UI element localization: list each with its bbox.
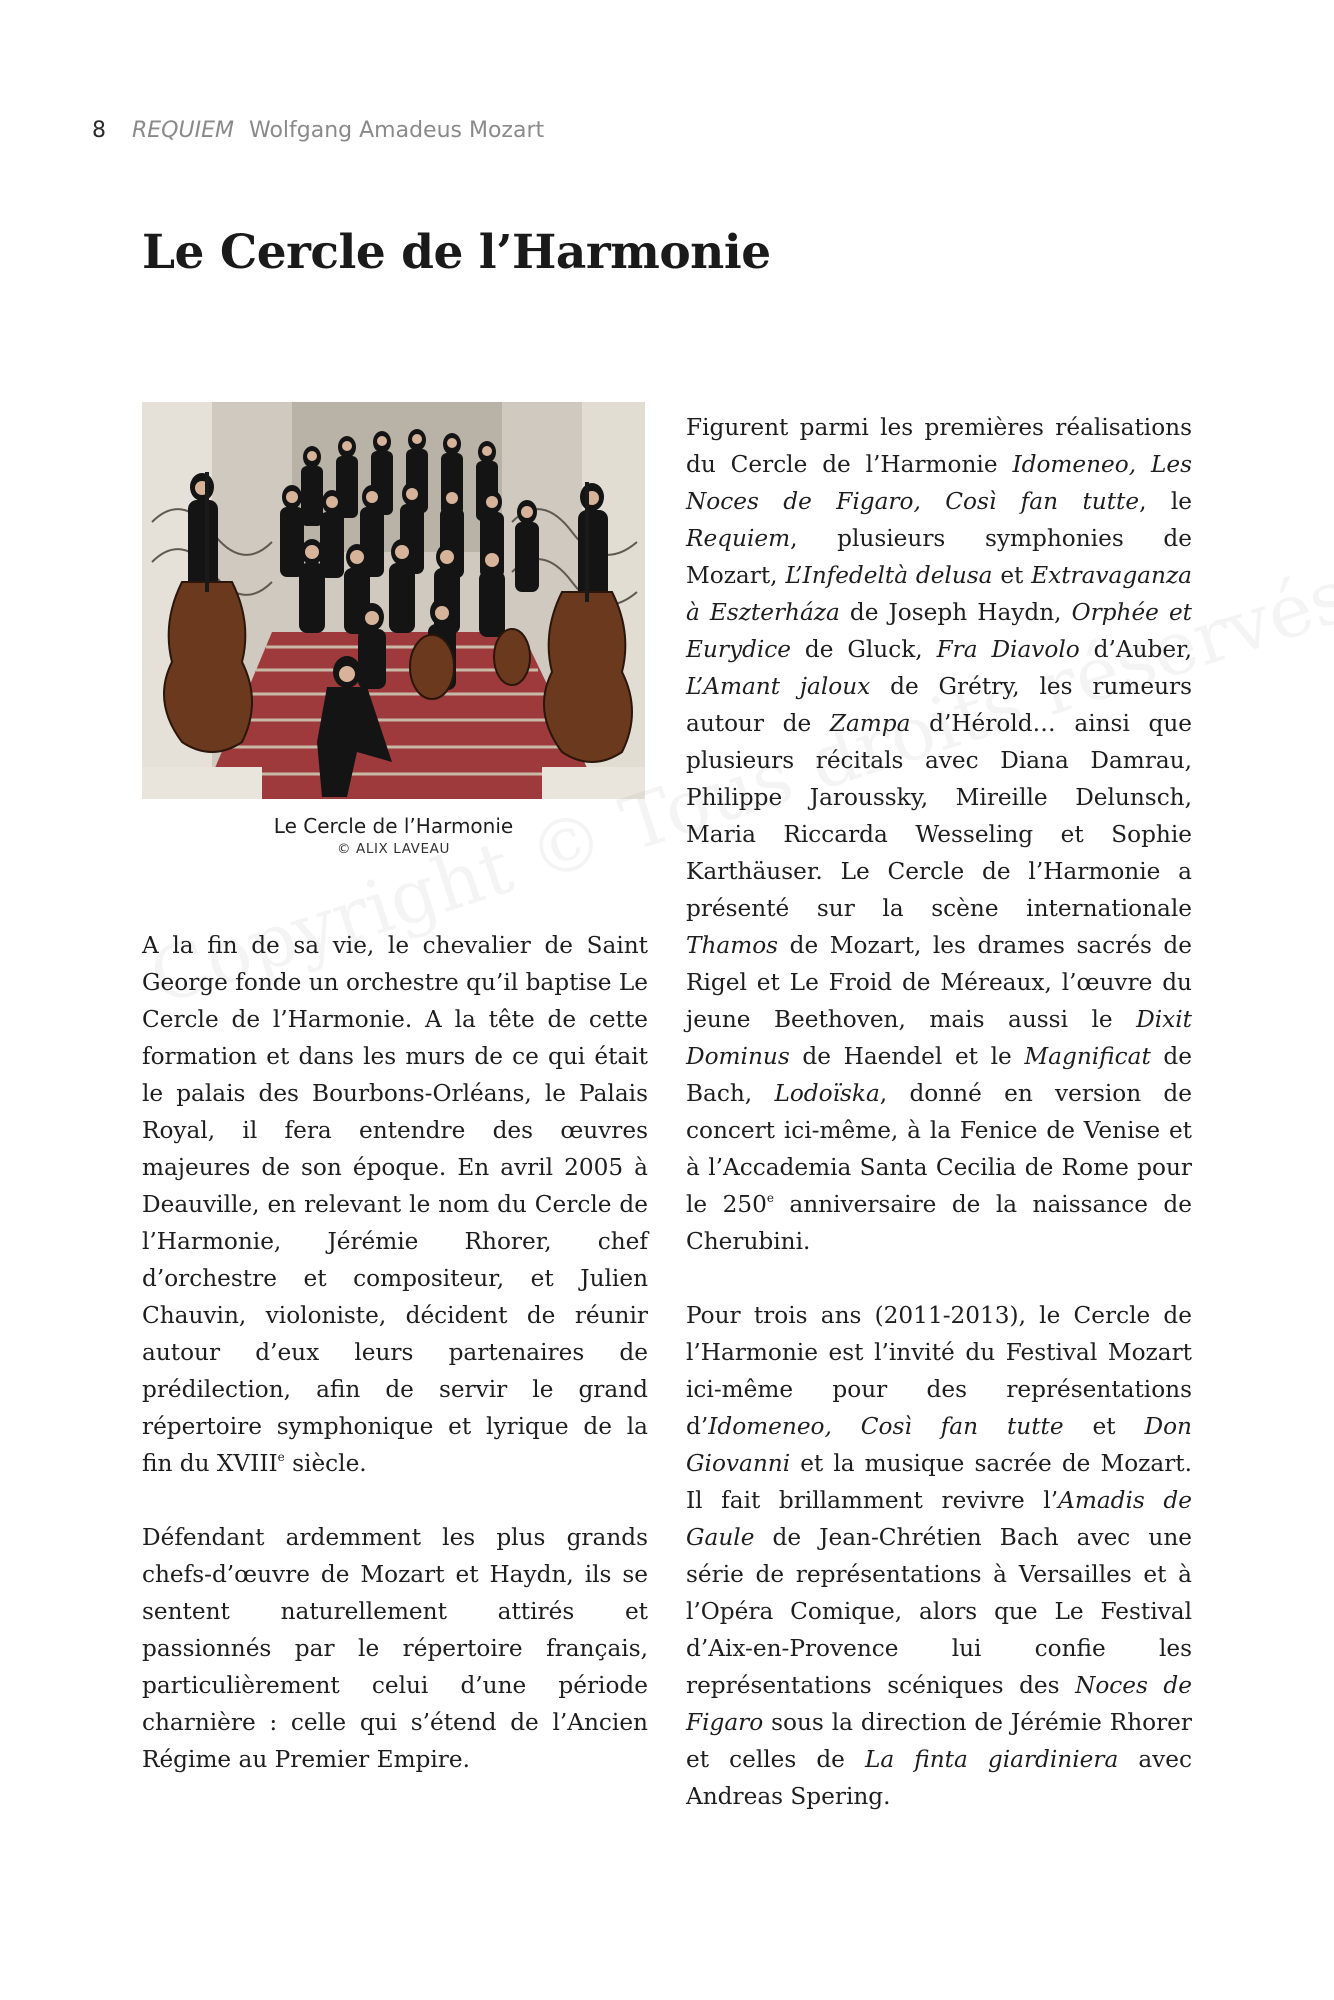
photo-caption [142,813,645,859]
italic-title: Zampa [829,710,911,737]
paragraph-text: et [992,562,1032,589]
paragraph-text: et [1063,1413,1145,1440]
paragraph-text: de Joseph Haydn, [839,599,1072,626]
italic-title: Dixit Dominus [686,1006,1192,1070]
paragraph-festival [686,1297,1192,1815]
italic-title: Idomeneo, Così fan tutte [708,1413,1064,1440]
paragraph-text: de Jean-Chrétien Bach avec une série de représentations à Versailles et à l’Opéra Comique, alors que Le Festival d’Aix-en-Provence lui confie les représentations scéniques des [686,1524,1192,1699]
paragraph-text: d’Auber, [1079,636,1192,663]
paragraph-text: sous la direction de Jérémie Rhorer et celles de [686,1709,1192,1773]
italic-title: L’Infedeltà delusa [785,562,993,589]
paragraph-text: de Mozart, les drames sacrés de Rigel et Le Froid de Méreaux, l’œuvre du jeune Beethoven, mais aussi le [686,932,1192,1033]
running-head [92,118,544,143]
italic-title: Lodoïska [774,1080,880,1107]
right-column [686,409,1192,1852]
paragraph-text: de Grétry, les rumeurs autour de [686,673,1192,737]
paragraph-text: Pour trois ans (2011-2013), le Cercle de l’Harmonie est l’invité du Festival Mozart ici-même pour des représentations d’ [686,1302,1192,1440]
italic-title: Amadis de Gaule [686,1487,1192,1551]
paragraph-text: A la fin de sa vie, le chevalier de Saint George fonde un orchestre qu’il baptise Le Cercle de l’Harmonie. A la tête de cette formation et dans les murs de ce qui était le palais des Bourbons-Orléans, le Palais Royal, il fera entendre des œuvres majeures de son époque. En avril 2005 à Deauville, en relevant le nom du Cercle de l’Harmonie, Jérémie Rhorer, chef d’orchestre et compositeur, et Julien Chauvin, violoniste, décident de réunir autour d’eux leurs partenaires de prédilection, afin de servir le grand répertoire symphonique et lyrique de la fin du XVIII [142,932,648,1477]
paragraph-text: de Haendel et le [789,1043,1025,1070]
italic-title: Thamos [686,932,779,959]
page-title: Le Cercle de l’Harmonie [142,225,771,280]
composer-name: Wolfgang Amadeus Mozart [248,118,545,143]
paragraph-text: et la musique sacrée de Mozart. Il fait brillamment revivre l’ [686,1450,1192,1514]
page-number: 8 [92,118,106,143]
work-title: REQUIEM [132,118,234,143]
paragraph-text: , le [1139,488,1192,515]
italic-title: Magnificat [1024,1043,1151,1070]
italic-title: Don Giovanni [686,1413,1192,1477]
paragraph-text: de Gluck, [791,636,937,663]
photo-credit: © ALIX LAVEAU [337,841,450,857]
italic-title: L’Amant jaloux [686,673,871,700]
superscript: e [766,1191,774,1205]
paragraph-text: Figurent parmi les premières réalisations du Cercle de l’Harmonie [686,414,1192,478]
italic-title: Fra Diavolo [936,636,1080,663]
italic-title: Requiem [686,525,791,552]
italic-title: Extravaganza à Eszterháza [686,562,1192,626]
paragraph-text: , plusieurs symphonies de Mozart, [686,525,1192,589]
paragraph-realisations [686,409,1192,1260]
orchestra-photo [142,402,645,799]
paragraph-text: d’Hérold… ainsi que plusieurs récitals avec Diana Damrau, Philippe Jaroussky, Mireille Delunsch, Maria Riccarda Wesseling et Sophie Karthäuser. Le Cercle de l’Harmonie a présenté sur la scène internationale [686,710,1192,922]
italic-title: Noces de Figaro [686,1672,1193,1736]
italic-title: La finta giardiniera [864,1746,1119,1773]
paragraph-text: de Bach, [686,1043,1192,1107]
italic-title: Idomeneo, Les Noces de Figaro, Così fan tutte [686,451,1192,515]
paragraph-text: siècle. [284,1450,367,1477]
left-column [142,927,648,1815]
paragraph-repertoire: Défendant ardemment les plus grands chefs-d’œuvre de Mozart et Haydn, ils se sentent naturellement attirés et passionnés par le répertoire français, particulièrement celui d’une période charnière : celle qui s’étend de l’Ancien Régime au Premier Empire. [142,1524,648,1773]
superscript: e [277,1450,285,1464]
paragraph-text: avec Andreas Spering. [686,1746,1192,1810]
paragraph-saint-george [142,927,648,1482]
paragraph-text: , donné en version de concert ici-même, à la Fenice de Venise et à l’Accademia Santa Cecilia de Rome pour le 250 [686,1080,1192,1218]
caption-title: Le Cercle de l’Harmonie [273,814,514,838]
italic-title: Orphée et Eurydice [686,599,1192,663]
paragraph-text: anniversaire de la naissance de Cherubini. [686,1191,1192,1255]
